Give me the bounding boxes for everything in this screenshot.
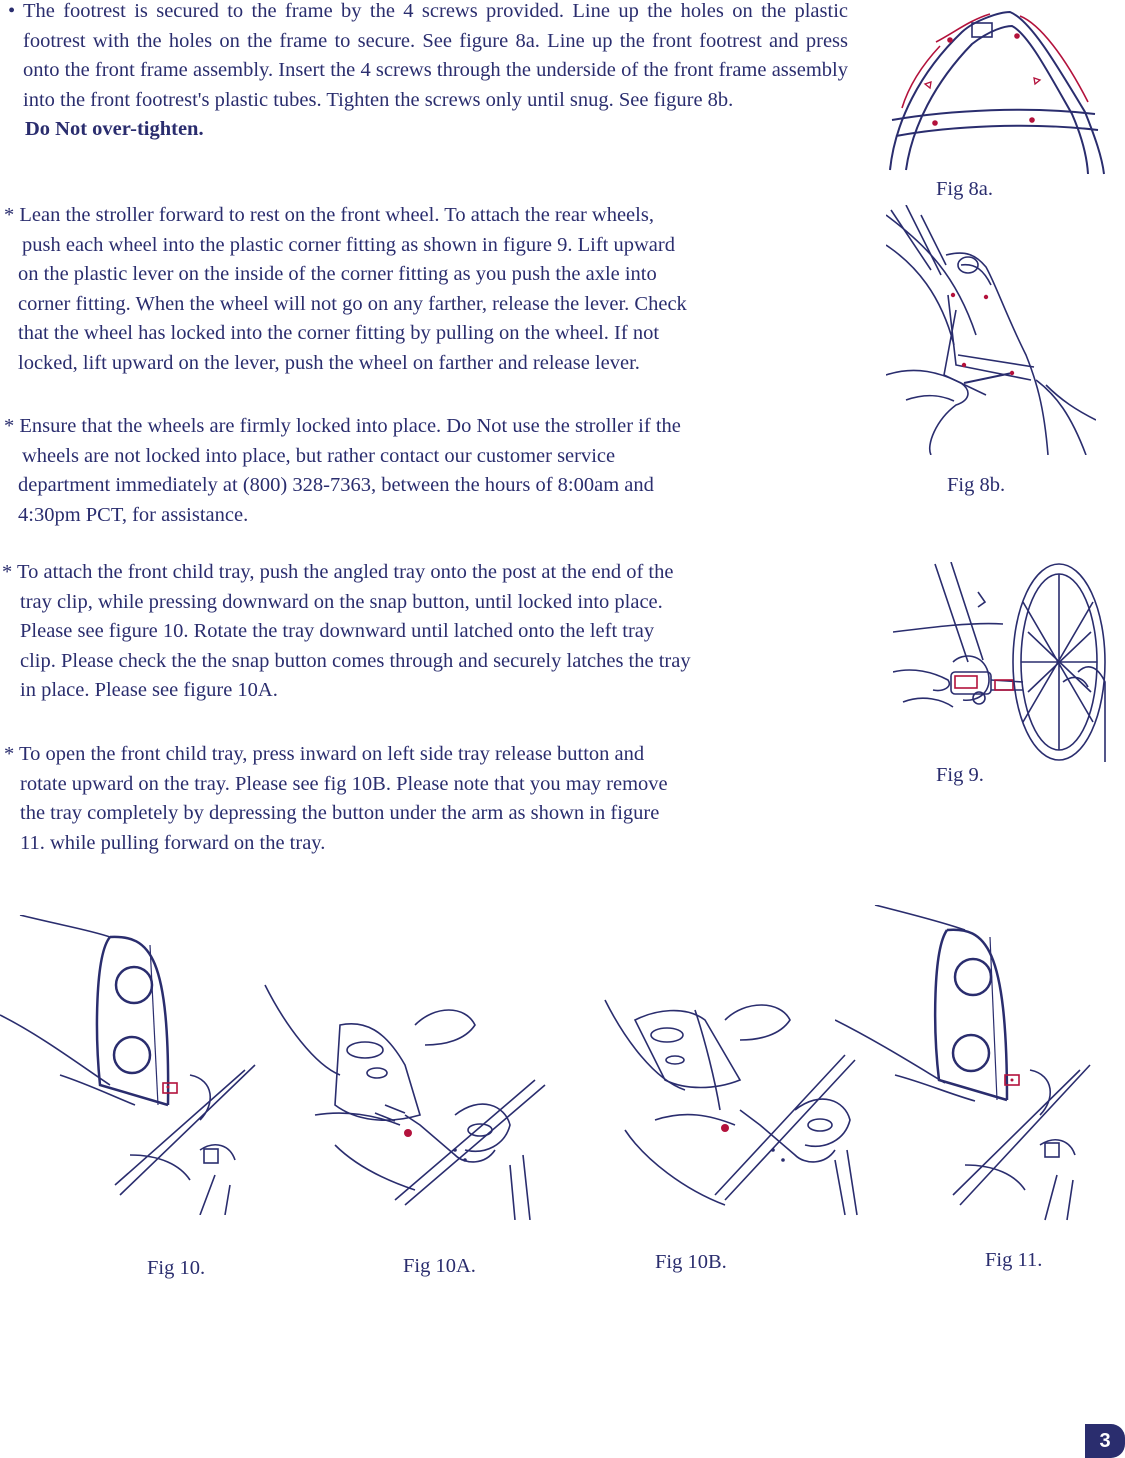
- open-tray-line: * To open the front child tray, press inward on left side tray release button and: [4, 743, 645, 765]
- rear-wheels-line: * Lean the stroller forward to rest on the front wheel. To attach the rear wheels,: [4, 204, 654, 226]
- instruction-attach-tray: [2, 558, 847, 706]
- page-number: 3: [1085, 1424, 1125, 1458]
- instruction-rear-wheels: [4, 201, 849, 378]
- rear-wheels-line: on the plastic lever on the inside of the corner fitting as you push the axle into: [18, 263, 657, 285]
- bullet: •: [8, 0, 16, 22]
- figure-9-rear-wheel: [893, 562, 1108, 762]
- caption-fig-8a: Fig 8a.: [936, 178, 993, 200]
- caption-fig-9: Fig 9.: [936, 764, 984, 786]
- caption-fig-10b: Fig 10B.: [655, 1251, 727, 1273]
- figure-8a-footrest: [880, 2, 1110, 177]
- wheel-safety-line: * Ensure that the wheels are firmly locked into place. Do Not use the stroller if the: [4, 415, 681, 437]
- rear-wheels-line: locked, lift upward on the lever, push the wheel on farther and release lever.: [18, 351, 640, 374]
- figure-11-remove-tray: [835, 905, 1100, 1225]
- figure-8b-screws: [886, 205, 1096, 455]
- instruction-footrest: [8, 0, 848, 145]
- figure-10-attach-tray: [0, 915, 265, 1215]
- instruction-wheel-safety: [4, 412, 849, 530]
- attach-tray-line: * To attach the front child tray, push the angled tray onto the post at the end of the: [2, 561, 674, 583]
- caption-fig-10: Fig 10.: [147, 1257, 206, 1279]
- attach-tray-line: in place. Please see figure 10A.: [20, 679, 278, 701]
- wheel-safety-line: wheels are not locked into place, but rather contact our customer service: [22, 444, 616, 467]
- wheel-safety-line: 4:30pm PCT, for assistance.: [18, 503, 249, 526]
- figure-10b-open-tray: [595, 960, 870, 1222]
- figure-10a-latch-tray: [255, 965, 555, 1220]
- open-tray-line: the tray completely by depressing the button under the arm as shown in figure: [20, 802, 660, 824]
- attach-tray-line: Please see figure 10. Rotate the tray downward until latched onto the left tray: [20, 620, 655, 642]
- caption-fig-8b: Fig 8b.: [947, 474, 1006, 496]
- rear-wheels-line: push each wheel into the plastic corner fitting as shown in figure 9. Lift upward: [22, 233, 675, 256]
- caption-fig-11: Fig 11.: [985, 1249, 1043, 1271]
- wheel-safety-line: department immediately at (800) 328-7363, between the hours of 8:00am and: [18, 474, 654, 496]
- footrest-text: The footrest is secured to the frame by the 4 screws provided. Line up the holes on the plastic footrest with the holes on the frame to secure. See figure 8a. Line up the front footrest and press onto the front frame assembly. Insert the 4 screws through the underside of the front frame assembly into the front footrest's plastic tubes. Tighten the screws only until snug. See figure 8b.: [23, 0, 848, 111]
- caption-fig-10a: Fig 10A.: [403, 1255, 476, 1277]
- attach-tray-line: clip. Please check the the snap button comes through and securely latches the tray: [20, 649, 691, 672]
- open-tray-line: 11. while pulling forward on the tray.: [20, 831, 326, 854]
- rear-wheels-line: that the wheel has locked into the corner fitting by pulling on the wheel. If not: [18, 322, 660, 344]
- open-tray-line: rotate upward on the tray. Please see fig 10B. Please note that you may remove: [20, 772, 668, 795]
- attach-tray-line: tray clip, while pressing downward on the snap button, until locked into place.: [20, 590, 663, 613]
- footrest-warning: Do Not over-tighten.: [25, 118, 204, 140]
- instruction-open-tray: [4, 740, 849, 858]
- rear-wheels-line: corner fitting. When the wheel will not go on any farther, release the lever. Check: [18, 292, 687, 315]
